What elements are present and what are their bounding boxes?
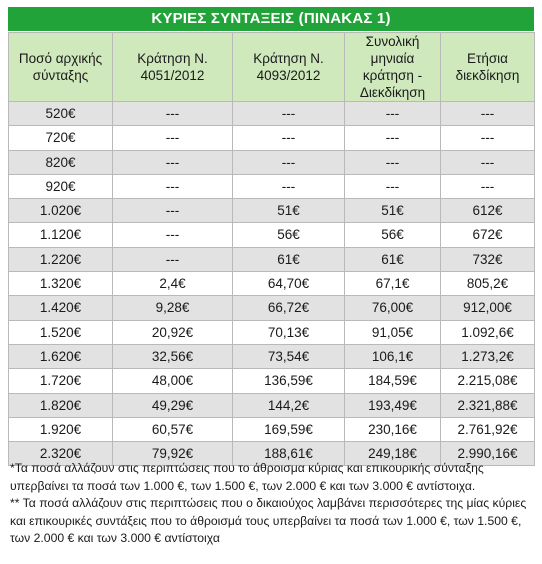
cell-deduction-4051: 20,92€	[113, 320, 233, 344]
cell-initial-pension: 1.920€	[9, 417, 113, 441]
header-initial-pension: Ποσό αρχικής σύνταξης	[9, 33, 113, 102]
cell-total-monthly: 67,1€	[345, 272, 441, 296]
footnote-1: *Τα ποσά αλλάζουν στις περιπτώσεις που το άθροισμα κύριας και επικουρικής σύνταξης υπερβαίνει τα ποσά των 1.000 €, των 1.500 €, των 2.000 € και των 3.000 € αντίστοιχα.	[10, 461, 484, 493]
cell-total-monthly: ---	[345, 102, 441, 126]
cell-initial-pension: 1.220€	[9, 247, 113, 271]
cell-total-monthly: 249,18€	[345, 442, 441, 466]
cell-deduction-4051: ---	[113, 199, 233, 223]
header-deduction-4093: Κράτηση Ν. 4093/2012	[233, 33, 345, 102]
cell-total-monthly: ---	[345, 150, 441, 174]
cell-deduction-4093: 188,61€	[233, 442, 345, 466]
cell-deduction-4093: ---	[233, 102, 345, 126]
cell-deduction-4051: 48,00€	[113, 369, 233, 393]
cell-deduction-4093: 70,13€	[233, 320, 345, 344]
cell-total-monthly: 184,59€	[345, 369, 441, 393]
table-row	[9, 417, 535, 441]
table-row	[9, 102, 535, 126]
cell-initial-pension: 720€	[9, 126, 113, 150]
cell-deduction-4093: 56€	[233, 223, 345, 247]
cell-initial-pension: 1.820€	[9, 393, 113, 417]
cell-total-monthly: ---	[345, 174, 441, 198]
header-total-monthly: Συνολική μηνιαία κράτηση - Διεκδίκηση	[345, 33, 441, 102]
table-row	[9, 199, 535, 223]
header-deduction-4051: Κράτηση Ν. 4051/2012	[113, 33, 233, 102]
table-row	[9, 320, 535, 344]
cell-deduction-4051: ---	[113, 223, 233, 247]
table-row	[9, 126, 535, 150]
cell-deduction-4051: 9,28€	[113, 296, 233, 320]
cell-total-monthly: ---	[345, 126, 441, 150]
cell-deduction-4093: 144,2€	[233, 393, 345, 417]
cell-deduction-4051: ---	[113, 247, 233, 271]
cell-total-monthly: 106,1€	[345, 344, 441, 368]
cell-annual-claim: ---	[441, 150, 535, 174]
cell-deduction-4051: ---	[113, 126, 233, 150]
cell-total-monthly: 193,49€	[345, 393, 441, 417]
table-row	[9, 272, 535, 296]
header-row	[9, 33, 535, 102]
cell-annual-claim: 2.321,88€	[441, 393, 535, 417]
table-row	[9, 369, 535, 393]
cell-deduction-4051: 79,92€	[113, 442, 233, 466]
pension-table	[8, 32, 535, 466]
table-row	[9, 223, 535, 247]
cell-annual-claim: ---	[441, 174, 535, 198]
cell-initial-pension: 1.020€	[9, 199, 113, 223]
table-row	[9, 296, 535, 320]
cell-deduction-4093: 61€	[233, 247, 345, 271]
footnote-2: ** Τα ποσά αλλάζουν στις περιπτώσεις που ο δικαιούχος λαμβάνει περισσότερες της μίας κύριες και επικουρικές συντάξεις που το άθροισμά τους υπερβαίνει τα ποσά των 1.000 €, των 1.500 €, των 2.000 € και των 3.000 € αντίστοιχα	[10, 496, 527, 546]
cell-annual-claim: 732€	[441, 247, 535, 271]
cell-deduction-4051: ---	[113, 174, 233, 198]
cell-annual-claim: 612€	[441, 199, 535, 223]
header-annual-claim: Ετήσια διεκδίκηση	[441, 33, 535, 102]
cell-deduction-4093: 51€	[233, 199, 345, 223]
cell-total-monthly: 91,05€	[345, 320, 441, 344]
cell-deduction-4093: ---	[233, 150, 345, 174]
table-row	[9, 344, 535, 368]
cell-total-monthly: 61€	[345, 247, 441, 271]
cell-deduction-4051: ---	[113, 102, 233, 126]
table-row	[9, 393, 535, 417]
cell-deduction-4093: 66,72€	[233, 296, 345, 320]
cell-deduction-4093: 169,59€	[233, 417, 345, 441]
cell-deduction-4051: ---	[113, 150, 233, 174]
cell-annual-claim: 2.990,16€	[441, 442, 535, 466]
cell-initial-pension: 1.720€	[9, 369, 113, 393]
cell-initial-pension: 820€	[9, 150, 113, 174]
cell-deduction-4051: 2,4€	[113, 272, 233, 296]
cell-annual-claim: 672€	[441, 223, 535, 247]
table-title: ΚΥΡΙΕΣ ΣΥΝΤΑΞΕΙΣ (ΠΙΝΑΚΑΣ 1)	[8, 7, 534, 31]
cell-annual-claim: 2.761,92€	[441, 417, 535, 441]
cell-total-monthly: 230,16€	[345, 417, 441, 441]
cell-annual-claim: 912,00€	[441, 296, 535, 320]
cell-annual-claim: ---	[441, 126, 535, 150]
cell-initial-pension: 920€	[9, 174, 113, 198]
cell-total-monthly: 76,00€	[345, 296, 441, 320]
cell-initial-pension: 2.320€	[9, 442, 113, 466]
cell-initial-pension: 520€	[9, 102, 113, 126]
cell-initial-pension: 1.420€	[9, 296, 113, 320]
cell-annual-claim: 2.215,08€	[441, 369, 535, 393]
cell-total-monthly: 56€	[345, 223, 441, 247]
cell-initial-pension: 1.620€	[9, 344, 113, 368]
cell-annual-claim: ---	[441, 102, 535, 126]
cell-total-monthly: 51€	[345, 199, 441, 223]
table-body	[9, 102, 535, 466]
table-row	[9, 150, 535, 174]
footnotes	[10, 460, 530, 548]
cell-initial-pension: 1.520€	[9, 320, 113, 344]
cell-initial-pension: 1.320€	[9, 272, 113, 296]
cell-deduction-4093: ---	[233, 126, 345, 150]
cell-initial-pension: 1.120€	[9, 223, 113, 247]
cell-deduction-4051: 49,29€	[113, 393, 233, 417]
cell-annual-claim: 1.092,6€	[441, 320, 535, 344]
table-row	[9, 174, 535, 198]
cell-deduction-4051: 32,56€	[113, 344, 233, 368]
cell-annual-claim: 1.273,2€	[441, 344, 535, 368]
cell-deduction-4093: 73,54€	[233, 344, 345, 368]
table-row	[9, 247, 535, 271]
cell-deduction-4093: ---	[233, 174, 345, 198]
cell-deduction-4051: 60,57€	[113, 417, 233, 441]
cell-annual-claim: 805,2€	[441, 272, 535, 296]
cell-deduction-4093: 136,59€	[233, 369, 345, 393]
cell-deduction-4093: 64,70€	[233, 272, 345, 296]
table-header	[9, 33, 535, 102]
